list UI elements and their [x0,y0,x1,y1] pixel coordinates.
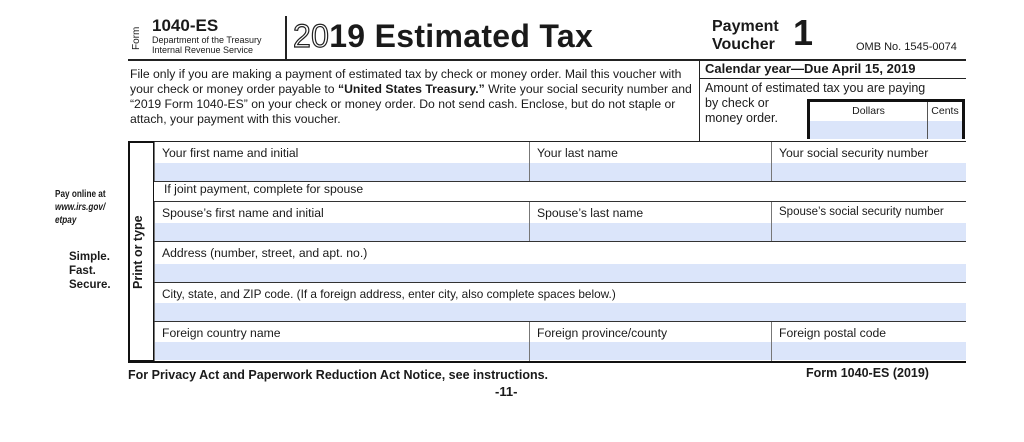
foreign-row [154,322,966,361]
taxpayer-row [154,142,966,182]
omb-number: OMB No. 1545-0074 [856,41,957,53]
joint-payment-note: If joint payment, complete for spouse [164,182,364,196]
spouse-first-name-label: Spouse’s first name and initial [162,206,324,220]
amount-box [807,99,965,139]
slogan [69,250,111,292]
print-or-type-label: Print or type [131,215,145,289]
first-name-field[interactable] [154,142,529,182]
foreign-postal-label: Foreign postal code [779,326,887,340]
voucher-label [712,18,779,54]
slogan-line1: Simple. [69,251,110,263]
amount-label-line3: money order. [705,111,778,125]
privacy-notice: For Privacy Act and Paperwork Reduction Act Notice, see instructions. [128,368,549,382]
first-name-label: Your first name and initial [162,146,299,160]
pay-online-url-cont[interactable]: etpay [55,215,77,226]
slogan-line3: Secure. [69,279,111,291]
city-state-zip-label: City, state, and ZIP code. (If a foreign address, enter city, also complete spaces below.) [162,287,616,301]
spouse-ssn-field[interactable] [771,202,966,242]
spouse-last-name-label: Spouse’s last name [537,206,644,220]
instructions-part2: Write your social security number and “2019 Form 1040-ES” on your check or money order. Do not send cash. Enclose, but do not staple or attach, your payment with this voucher. [130,82,692,126]
spouse-row [154,202,966,242]
spouse-first-name-field[interactable] [154,202,529,242]
foreign-province-label: Foreign province/county [537,326,668,340]
instructions-part1: File only if you are making a payment of estimated tax by check or money order. Mail this voucher with your check or money order payable to [130,67,682,96]
city-state-zip-field[interactable] [154,283,966,322]
form-reference: Form 1040-ES (2019) [806,366,929,380]
payee-name: “United States Treasury.” [337,82,485,96]
cents-label: Cents [931,105,959,117]
slogan-line2: Fast. [69,265,96,277]
address-label: Address (number, street, and apt. no.) [162,246,368,260]
pay-online-line1: Pay online at [55,189,106,200]
pay-online-note [55,188,106,227]
ssn-label: Your social security number [779,146,929,160]
form-label: Form [131,26,142,50]
foreign-country-label: Foreign country name [162,326,281,340]
department-name: Department of the Treasury [152,35,262,45]
page-number: -11- [495,384,518,399]
payment-divider [699,60,700,142]
spouse-ssn-label: Spouse’s social security number [779,206,944,218]
form-number: 1040-ES [152,16,219,35]
amount-label-line2: by check or [705,96,769,110]
last-name-field[interactable] [529,142,771,182]
cents-input[interactable] [928,121,962,139]
ssn-field[interactable] [771,142,966,182]
address-row [154,242,966,283]
calendar-year-due: Calendar year—Due April 15, 2019 [705,61,916,76]
city-row [154,283,966,322]
foreign-country-field[interactable] [154,322,529,361]
header-divider [285,16,287,59]
agency-name: Internal Revenue Service [152,45,254,55]
form-title [293,18,593,55]
title-rest: 19 Estimated Tax [329,18,594,54]
voucher-number: 1 [793,12,814,53]
pay-online-url[interactable]: www.irs.gov/ [55,202,106,213]
amount-label-line1: Amount of estimated tax you are paying [705,81,926,95]
foreign-postal-field[interactable] [771,322,966,361]
voucher-line1: Payment [712,18,779,35]
department-block [152,35,262,55]
dollars-cents-divider [927,102,928,139]
dollars-label: Dollars [852,105,885,117]
last-name-label: Your last name [537,146,618,160]
instructions-text [130,67,700,127]
title-year-outline: 20 [293,18,330,54]
spouse-last-name-field[interactable] [529,202,771,242]
foreign-province-field[interactable] [529,322,771,361]
calendar-rule [700,78,966,79]
fields-bottom-rule [128,361,966,363]
voucher-line2: Voucher [712,36,775,53]
address-field[interactable] [154,242,966,283]
dollars-input[interactable] [810,121,927,139]
